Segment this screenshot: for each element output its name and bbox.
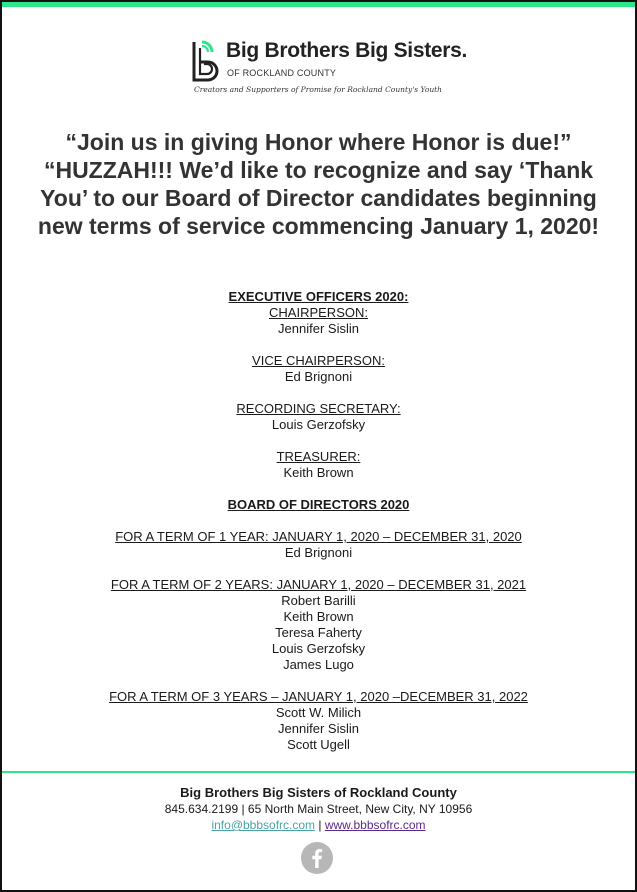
board-title: BOARD OF DIRECTORS 2020 xyxy=(227,497,410,512)
treasurer-label: TREASURER: xyxy=(276,449,361,464)
logo-name: Big Brothers Big Sisters. xyxy=(226,39,468,62)
term2-name: James Lugo xyxy=(283,657,354,672)
vice-label: VICE CHAIRPERSON: xyxy=(252,353,385,368)
executive-title: EXECUTIVE OFFICERS 2020: xyxy=(228,289,409,304)
term2-name: Keith Brown xyxy=(283,609,354,624)
term2-name: Teresa Faherty xyxy=(275,625,362,640)
term2-label: FOR A TERM OF 2 YEARS: JANUARY 1, 2020 – DECEMBER 31, 2021 xyxy=(110,577,527,592)
secretary-label: RECORDING SECRETARY: xyxy=(236,401,401,416)
executive-officers xyxy=(20,289,617,753)
chair-name: Jennifer Sislin xyxy=(278,321,359,336)
headline: “Join us in giving Honor where Honor is due!” “HUZZAH!!! We’d like to recognize and say ‘Thank You’ to our Board of Director candidates beginning new terms of service commencing January 1, 2020! xyxy=(37,129,600,239)
term3-name: Jennifer Sislin xyxy=(278,721,359,736)
logo-subtitle: OF ROCKLAND COUNTY xyxy=(227,68,337,78)
term3-name: Scott W. Milich xyxy=(275,705,362,720)
email-link[interactable]: info@bbbsofrc.com xyxy=(211,818,316,832)
website-link[interactable]: www.bbbsofrc.com xyxy=(324,818,426,832)
term1-name: Ed Brignoni xyxy=(284,545,353,560)
logo-tagline: Creators and Supporters of Promise for Rockland County's Youth xyxy=(194,85,443,94)
vice-name: Ed Brignoni xyxy=(284,369,353,384)
footer-org: Big Brothers Big Sisters of Rockland County xyxy=(180,785,457,800)
top-accent-bar xyxy=(2,2,635,7)
footer-accent-bar xyxy=(2,771,635,773)
secretary-name: Louis Gerzofsky xyxy=(271,417,366,432)
term3-name: Scott Ugell xyxy=(287,737,350,752)
term3-label: FOR A TERM OF 3 YEARS – JANUARY 1, 2020 –DECEMBER 31, 2022 xyxy=(109,689,528,704)
link-separator: | xyxy=(315,818,325,832)
term2-name: Louis Gerzofsky xyxy=(271,641,366,656)
bbbs-logo[interactable] xyxy=(190,38,468,98)
footer xyxy=(20,785,617,833)
facebook-icon[interactable] xyxy=(301,842,333,874)
footer-links xyxy=(20,817,617,833)
chair-label: CHAIRPERSON: xyxy=(269,305,368,320)
bbbs-logo-mark-icon xyxy=(190,40,222,82)
footer-contact: 845.634.2199 | 65 North Main Street, New City, NY 10956 xyxy=(164,802,473,816)
term1-label: FOR A TERM OF 1 YEAR: JANUARY 1, 2020 – DECEMBER 31, 2020 xyxy=(115,529,522,544)
term2-name: Robert Barilli xyxy=(281,593,356,608)
treasurer-name: Keith Brown xyxy=(283,465,354,480)
